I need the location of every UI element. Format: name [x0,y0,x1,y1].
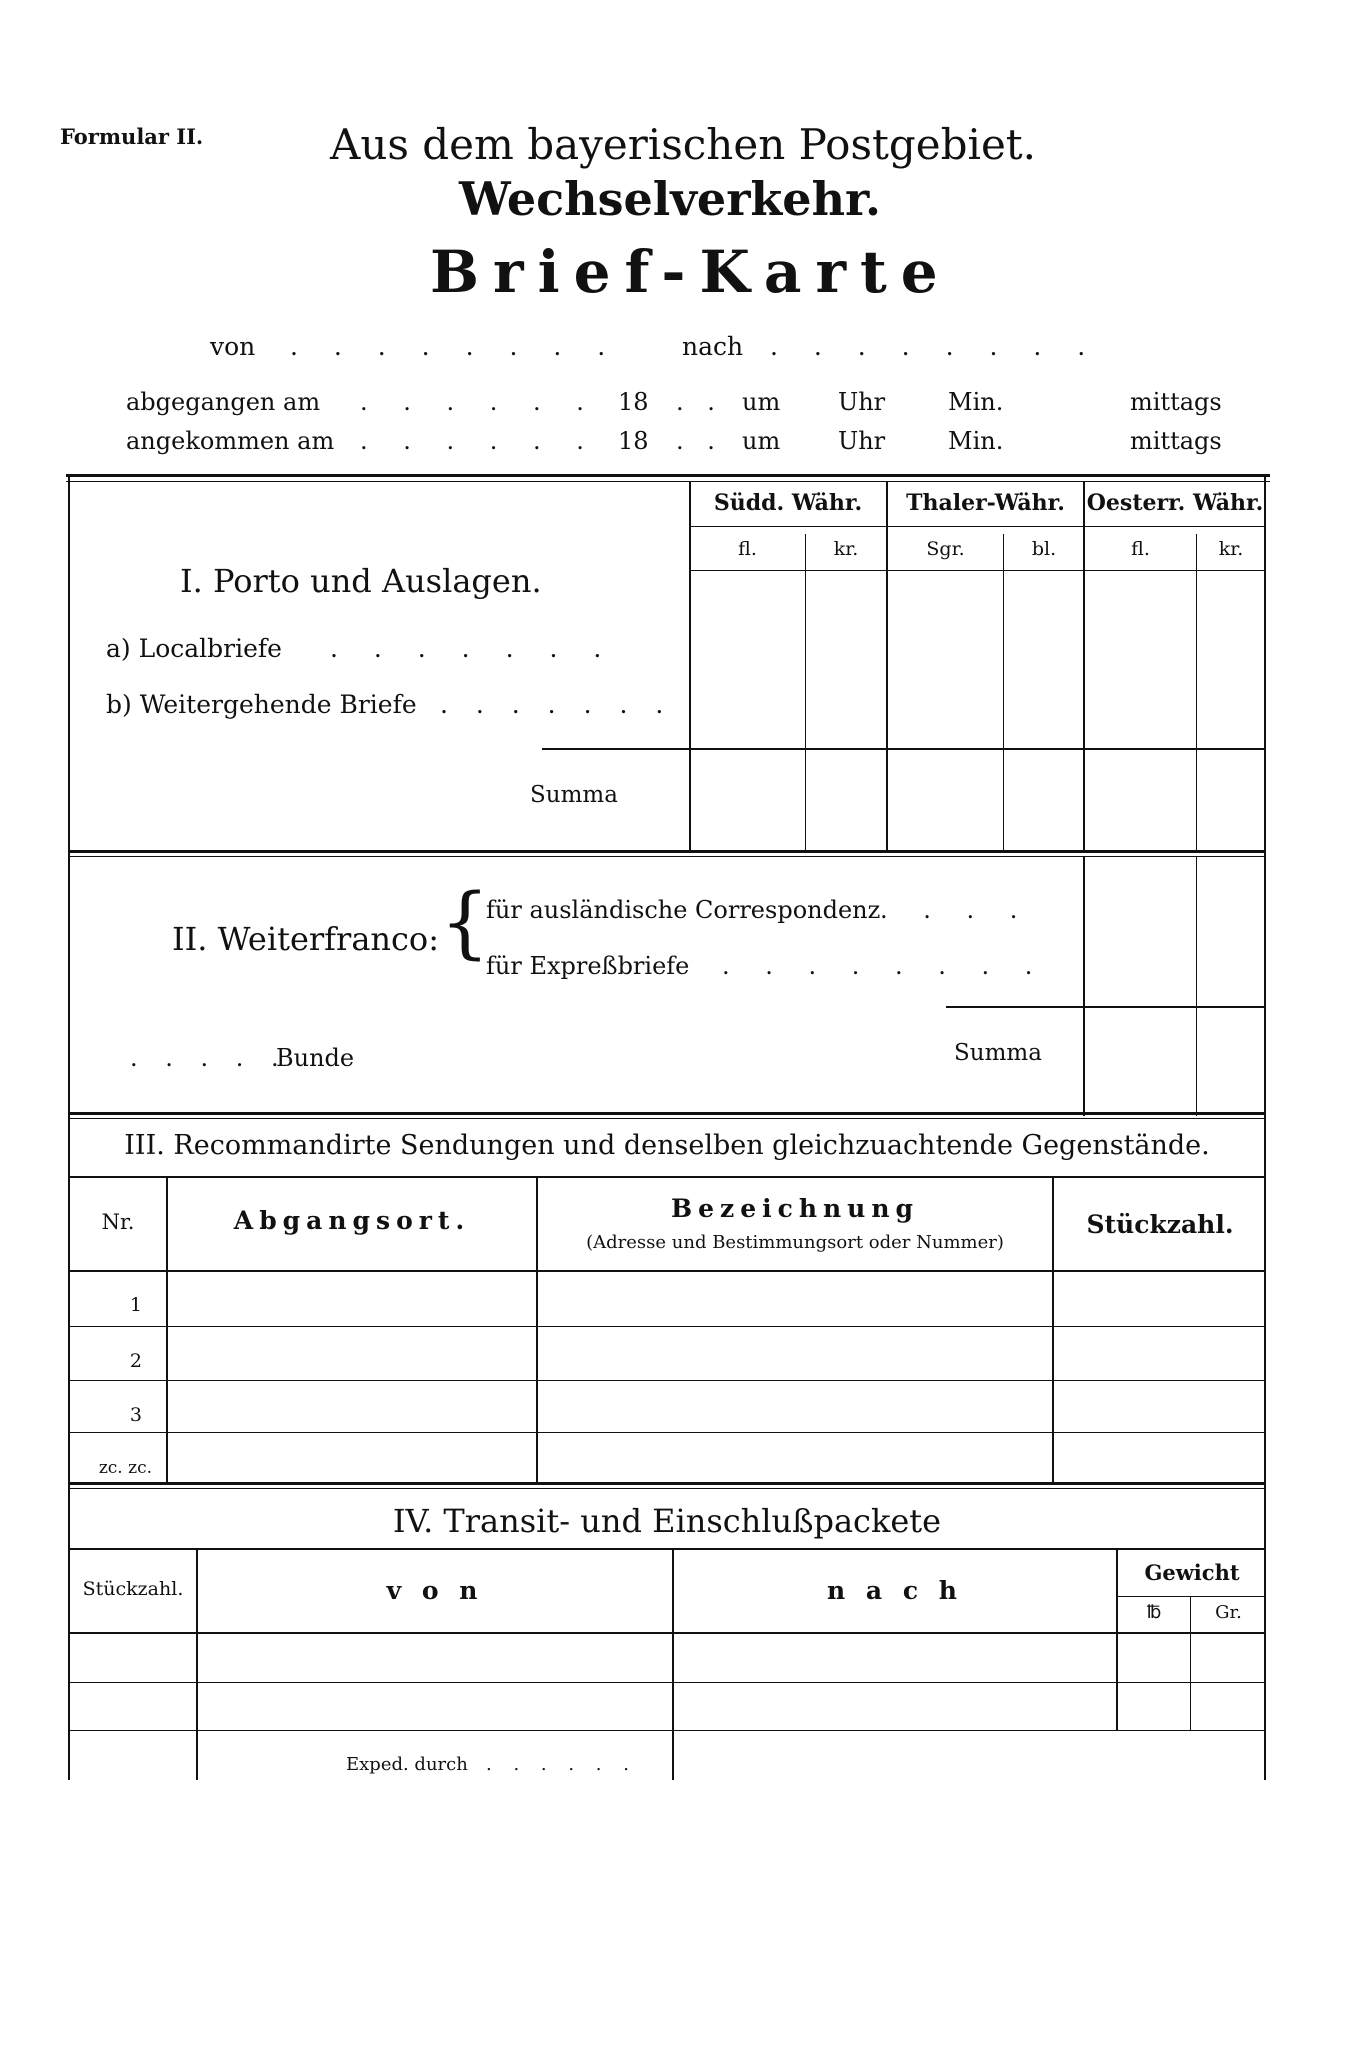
section3-col-bezeichnung-sub: (Adresse und Bestimmungsort oder Nummer) [586,1232,1004,1253]
abgegangen-year: 18 [618,388,649,416]
section1-row-a: a) Localbriefe [106,634,282,663]
currency-fl: fl. [738,538,757,560]
section1-summa: Summa [530,782,618,808]
formular-label: Formular II. [60,124,204,149]
abgegangen-um: um [742,388,781,416]
section2-title: II. Weiterfranco: [172,920,439,958]
section4-col-von: v o n [386,1576,484,1605]
currency-thaler: Thaler-Währ. [906,490,1065,516]
section4-col-pfund: ℔ [1146,1602,1162,1623]
currency-fl-2: fl. [1131,538,1150,560]
angekommen-min: Min. [948,427,1004,455]
section4-col-stueckzahl: Stückzahl. [82,1578,184,1600]
title-exchange: Wechselverkehr. [458,172,882,226]
section1-row-b: b) Weitergehende Briefe [106,690,417,719]
nach-label: nach [682,332,744,361]
section4-exped-label: Exped. durch [346,1754,468,1775]
nach-dots: . . . . . . . . [770,332,1100,361]
abgegangen-day-dots: . . [676,388,723,416]
section3-col-bezeichnung: Bezeichnung [670,1194,920,1223]
title-origin: Aus dem bayerischen Postgebiet. [330,120,1037,169]
section3-row-etc: zc. zc. [98,1458,152,1478]
section2-dots2: . . . . . . . . [722,952,1047,980]
angekommen-dots: . . . . . . [360,427,598,455]
currency-kr: kr. [833,538,859,560]
section3-row-1: 1 [129,1294,142,1316]
von-dots: . . . . . . . . [290,332,620,361]
abgegangen-mittags: mittags [1130,388,1222,416]
section2-bunde-dots: . . . . . [130,1044,289,1072]
currency-bl: bl. [1031,538,1057,560]
angekommen-day-dots: . . [676,427,723,455]
angekommen-label: angekommen am [126,427,335,455]
title-brief-karte: Brief-Karte [430,238,952,306]
angekommen-mittags: mittags [1130,427,1222,455]
section2-item2: für Expreßbriefe [486,952,690,980]
section4-title: IV. Transit- und Einschlußpackete [392,1502,942,1540]
section2-summa: Summa [954,1040,1042,1066]
von-label: von [210,332,256,361]
abgegangen-label: abgegangen am [126,388,321,416]
angekommen-year: 18 [618,427,649,455]
section2-dots1: . . . . [880,896,1032,924]
abgegangen-uhr: Uhr [838,388,886,416]
section4-col-gr: Gr. [1215,1602,1242,1623]
section2-bunde: Bunde [276,1044,355,1072]
section3-col-abgangsort: Abgangsort. [233,1206,471,1235]
section3-col-stueckzahl: Stückzahl. [1086,1210,1234,1239]
section1-dots-a: . . . . . . . [330,634,616,663]
angekommen-um: um [742,427,781,455]
currency-sued: Südd. Währ. [713,490,863,516]
section4-col-nach: n a c h [827,1576,963,1605]
currency-oesterr: Oesterr. Währ. [1086,490,1264,516]
section4-col-gewicht: Gewicht [1144,1560,1240,1585]
section3-col-nr: Nr. [101,1210,135,1234]
section2-item1: für ausländische Correspondenz [486,896,881,924]
currency-kr-2: kr. [1218,538,1244,560]
angekommen-uhr: Uhr [838,427,886,455]
section4-exped-dots: . . . . . . [486,1754,637,1775]
section3-row-2: 2 [129,1350,142,1372]
abgegangen-min: Min. [948,388,1004,416]
section2-brace: { [440,878,490,968]
section1-dots-b: . . . . . . . [440,690,674,719]
section3-row-3: 3 [129,1404,142,1426]
currency-sgr: Sgr. [926,538,965,560]
abgegangen-dots: . . . . . . [360,388,598,416]
section1-title: I. Porto und Auslagen. [180,562,542,600]
section3-title: III. Recommandirte Sendungen und denselben gleichzuachtende Gegenstände. [124,1130,1210,1161]
